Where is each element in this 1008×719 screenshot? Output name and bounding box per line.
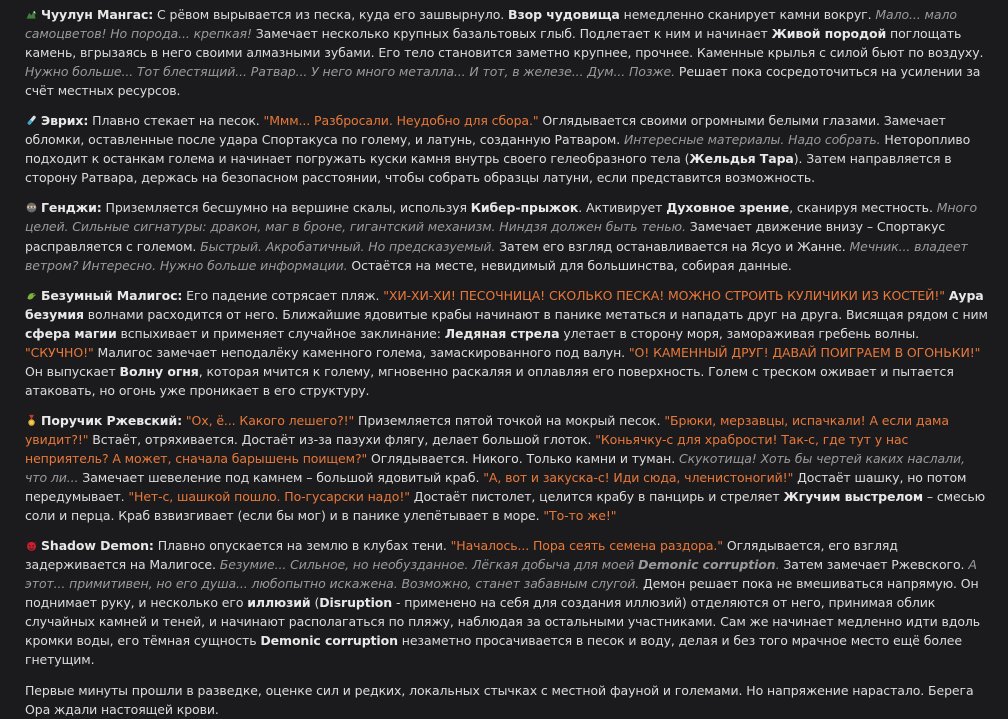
bold-text: Волну огня [119,363,199,379]
plain-text: Встаёт, отряхивается. Достаёт из-за пазухи флягу, делает большой глоток. [88,431,596,447]
plain-text: С рёвом вырывается из песка, куда его зашвырнуло. [153,7,509,22]
bold-text: сфера магии [25,325,117,341]
plain-text: ( [310,595,320,611]
speaker-name: Чуулун Мангас: [41,7,154,22]
plain-text: - применено на себя для создания иллюзий) отделяются от него, принимая облик случайных камней и теней, и начинают располагаться по пляжу, наблюдая за остальными участниками. Сам же начинает медленно идти вдоль кромки воды, его тёмная сущность [25,595,981,649]
speaker-name: Генджи: [41,200,102,216]
bold-text: Ледяная стрела [444,325,560,341]
inner-thought: Мало... мало самоцветов! Но порода... крепкая! [25,7,957,42]
plain-text: Затем его взгляд останавливается на Ясуо и Жанне. [495,238,850,254]
plain-text: Оглядывается своими огромными белыми глазами. Замечает обломки, оставленные после удара Спортакуса по голему, и латунь, созданную Ратваром. [25,113,946,148]
plain-text: Остаётся на месте, невидимый для большинства, собирая данные. [347,257,792,273]
plain-text: . Активирует [578,200,667,216]
plain-text: Решает пока сосредоточиться на усилении за счёт местных ресурсов. [25,64,981,99]
quote-text: "Началось... Пора сеять семена раздора." [450,538,723,554]
inner-thought: Мечник... владеет ветром? Интересно. Нужно больше информации. [25,238,968,273]
plain-text: Демон решает пока не вмешиваться напрямую. Он поднимает руку, и несколько его [25,576,979,611]
inner-thought: Скукотища! Хоть бы чертей каких наслали, что ли... [25,450,965,486]
ninja-icon [25,200,38,213]
paragraph [25,681,988,719]
speaker-name: Shadow Demon: [41,538,154,554]
bold-italic-text: Demonic corruption [638,557,776,573]
paragraph [25,536,988,669]
plain-text: незаметно просачивается в песок и воду, делая и без того мрачное место ещё более гнетущим. [25,633,962,668]
plain-text: Его падение сотрясает пляж. [182,287,384,303]
plain-text: Оглядывается, его взгляд задерживается на Малигосе. [25,538,898,573]
plain-text: Приземляется пятой точкой на мокрый песок. [354,412,665,428]
inner-thought: Быстрый. Акробатичный. Но предсказуемый. [200,238,496,254]
quote-text: "О! КАМЕННЫЙ ДРУГ! ДАВАЙ ПОИГРАЕМ В ОГОНЬКИ!" [628,344,981,360]
quote-text: "Ох, ё... Какого лешего?!" [185,412,355,428]
paragraph [25,5,988,100]
plain-text: ). Затем направляется в сторону Ратвара, держась на безопасном расстоянии, чтобы собрать образцы латуни, если представится возможность. [25,151,952,186]
inner-thought: . [775,557,780,573]
bold-text: Взор чудовища [508,7,620,22]
quote-text: "Нет-с, шашкой пошло. По-гусарски надо!" [128,489,410,505]
quote-text: "А, вот и закуска-с! Иди сюда, членистоногий!" [483,470,794,486]
plain-text: Плавно опускается на землю в клубах тени. [153,538,451,554]
plain-text: Замечает шевеление под камнем – большой ядовитый краб. [78,470,484,486]
plain-text: Замечает движение внизу – Спортакус расправляется с големом. [25,219,946,254]
plain-text: поглощать камень, вгрызаясь в него своими алмазными зубами. Его тело становится заметно крупнее, прочнее. Каменные крылья с силой бьют по воздуху. [25,26,984,61]
paragraph [25,111,988,187]
plain-text: улетает в сторону моря, замораживая гребень волны. [559,325,920,341]
bold-text: Жельдья Тара [689,151,794,167]
bold-text: Живой породой [771,26,887,42]
plain-text: , сканируя местность. [789,200,937,216]
bold-text: иллюзий [247,595,311,611]
bold-text: Demonic corruption [260,633,398,649]
paragraph [25,286,988,400]
bold-text: Духовное зрение [666,200,790,216]
speaker-name: Поручик Ржевский: [41,412,183,428]
plain-text: Малигос замечает неподалёку каменного голема, замаскированного под валун. [93,344,629,360]
inner-thought: А этот... примитивен, но его душа... любопытно искажена. Возможно, станет забавным слугой. [25,557,977,592]
bold-text: Disruption [319,595,393,611]
bold-text: Аура безумия [25,287,984,322]
quote-text: "То-то же!" [543,508,617,524]
plain-text: Плавно стекает на песок. [88,113,264,129]
bold-text: Жгучим выстрелом [783,489,923,505]
plain-text: – смесью соли и перца. Краб взвизгивает (если бы мог) и в панике улепётывает в море. [25,489,986,524]
quote-text: "Брюки, мерзавцы, испачкали! А если дама увидит?!" [25,412,949,447]
plain-text: Приземляется бесшумно на вершине скалы, используя [101,200,471,216]
plain-text: волнами расходится от него. Ближайшие ядовитые крабы начинают в панике метаться и нападать друг на друга. Висящая рядом с ним [83,306,988,322]
inner-thought: Безумие... Сильное, но необузданное. Лёгкая добыча для моей [219,557,639,573]
plain-text: Достаёт шашку, но потом передумывает. [25,470,967,505]
inner-thought: Много целей. Сильные сигнатуры: дракон, маг в броне, гигантский механизм. Ниндзя должен быть тенью. [25,200,978,235]
bold-text: Кибер-прыжок [470,200,579,216]
plain-text: вспыхивает и применяет случайное заклинание: [116,325,445,341]
medal-icon [25,413,38,426]
plain-text: , которая мчится к голему, мгновенно раскаляя и оплавляя его поверхность. Голем с треском оживает и пытается атаковать, но огонь уже проникает в его структуру. [25,363,954,398]
plain-text: Первые минуты прошли в разведке, оценке сил и редких, локальных стычках с местной фауной и големами. Но напряжение нарастало. Берега Ора ждали настоящей крови. [25,682,974,717]
paragraph [25,411,988,525]
plain-text: Оглядывается. Никого. Только камни и туман. [367,450,679,466]
plain-text: немедленно сканирует камни вокруг. [619,7,876,22]
plain-text: Замечает несколько крупных базальтовых глыб. Подлетает к ним и начинает [251,26,772,42]
paragraph [25,198,988,274]
plain-text: Достаёт пистолет, целится крабу в панцирь и стреляет [409,489,784,505]
quote-text: "СКУЧНО!" [25,344,94,360]
quote-text: "ХИ-ХИ-ХИ! ПЕСОЧНИЦА! СКОЛЬКО ПЕСКА! МОЖНО СТРОИТЬ КУЛИЧИКИ ИЗ КОСТЕЙ!" [383,287,945,303]
plain-text: Он выпускает [25,363,120,379]
dragon-icon [25,7,38,20]
inner-thought: Интересные материалы. Надо собрать. [623,132,881,148]
inner-thought: Нужно больше... Тот блестящий... Ратвар... У него много металла... И тот, в железе... Дум... Позже. [25,64,676,80]
plain-text: Неторопливо подходит к останкам голема и начинает погружать куски камня внутрь своего гелеобразного тела ( [25,132,971,167]
devil-icon [25,538,38,551]
dragon-green-icon [25,288,38,301]
test-tube-icon [25,113,38,126]
quote-text: "Ммм... Разбросали. Неудобно для сбора." [263,113,539,129]
speaker-name: Эврих: [41,113,89,129]
speaker-name: Безумный Малигос: [41,287,183,303]
plain-text: Затем замечает Ржевского. [779,557,969,573]
quote-text: "Коньячку-с для храбрости! Так-с, где тут у нас неприятель? А может, сначала барышень поищем?" [25,431,909,466]
